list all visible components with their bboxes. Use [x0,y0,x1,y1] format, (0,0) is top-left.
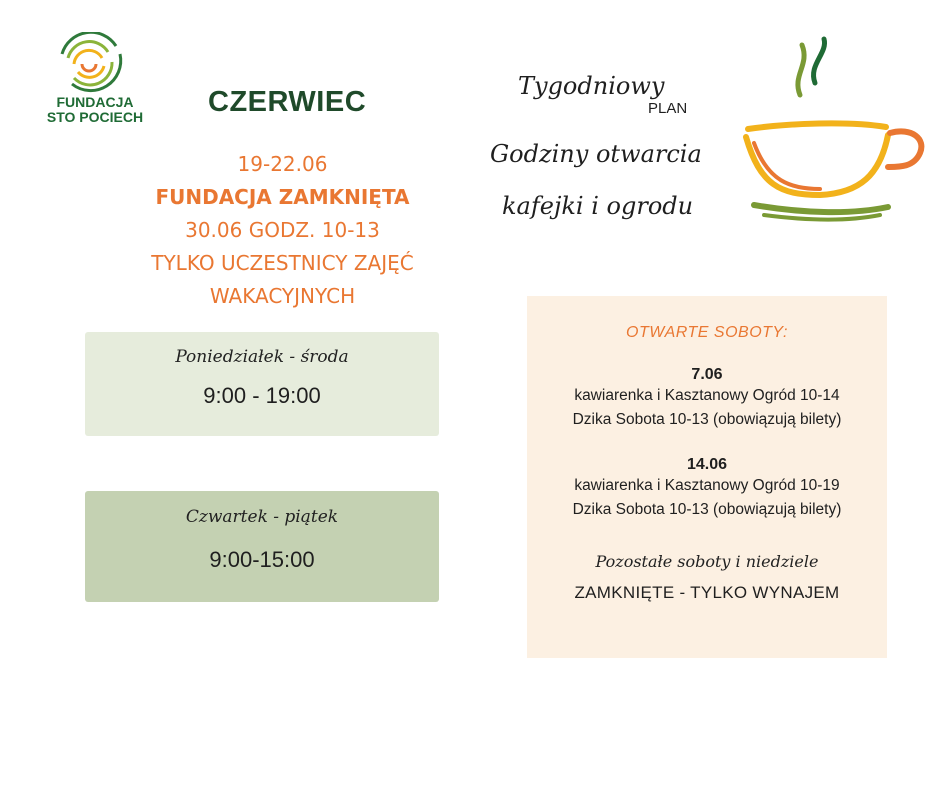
plan-word: PLAN [648,100,688,117]
saturday-date: 14.06 [686,456,728,473]
closure-notice [110,148,455,313]
schedule-thu-fri [85,491,439,602]
plan-tygodniowy: Tygodniowy [518,72,665,100]
plan-kafejki: kafejki i ogrodu [502,192,694,220]
logo-line-2: STO POCIECH [46,109,144,125]
saturdays-title: OTWARTE SOBOTY: [626,324,788,341]
notice-participants: TYLKO UCZESTNICY ZAJĘĆ [151,251,414,275]
saturday-line: kawiarenka i Kasztanowy Ogród 10-14 [574,387,840,404]
sun-circle-logo-icon [50,32,140,94]
notice-dates: 19-22.06 [237,152,328,176]
saturday-line: Dzika Sobota 10-13 (obowiązują bilety) [572,501,842,518]
other-weekends-status: ZAMKNIĘTE - TYLKO WYNAJEM [574,583,840,602]
schedule-mon-wed [85,332,439,436]
notice-hours: 30.06 GODZ. 10-13 [185,218,380,242]
schedule-days: Poniedziałek - środa [175,347,349,367]
schedule-days: Czwartek - piątek [185,507,339,527]
schedule-hours: 9:00-15:00 [209,547,315,572]
saturday-line: Dzika Sobota 10-13 (obowiązują bilety) [572,411,842,428]
schedule-hours: 9:00 - 19:00 [203,383,321,408]
notice-closed: FUNDACJA ZAMKNIĘTA [155,185,410,209]
notice-summer: WAKACYJNYCH [209,284,356,308]
saturday-date: 7.06 [691,366,723,383]
other-weekends-title: Pozostałe soboty i niedziele [595,552,819,571]
coffee-cup-icon [740,35,930,230]
logo-line-1: FUNDACJA [56,94,134,110]
foundation-logo [40,32,150,132]
month-title: CZERWIEC [208,86,367,118]
plan-godziny: Godziny otwarcia [490,140,702,168]
open-saturdays-panel [527,296,887,658]
saturday-line: kawiarenka i Kasztanowy Ogród 10-19 [574,477,840,494]
